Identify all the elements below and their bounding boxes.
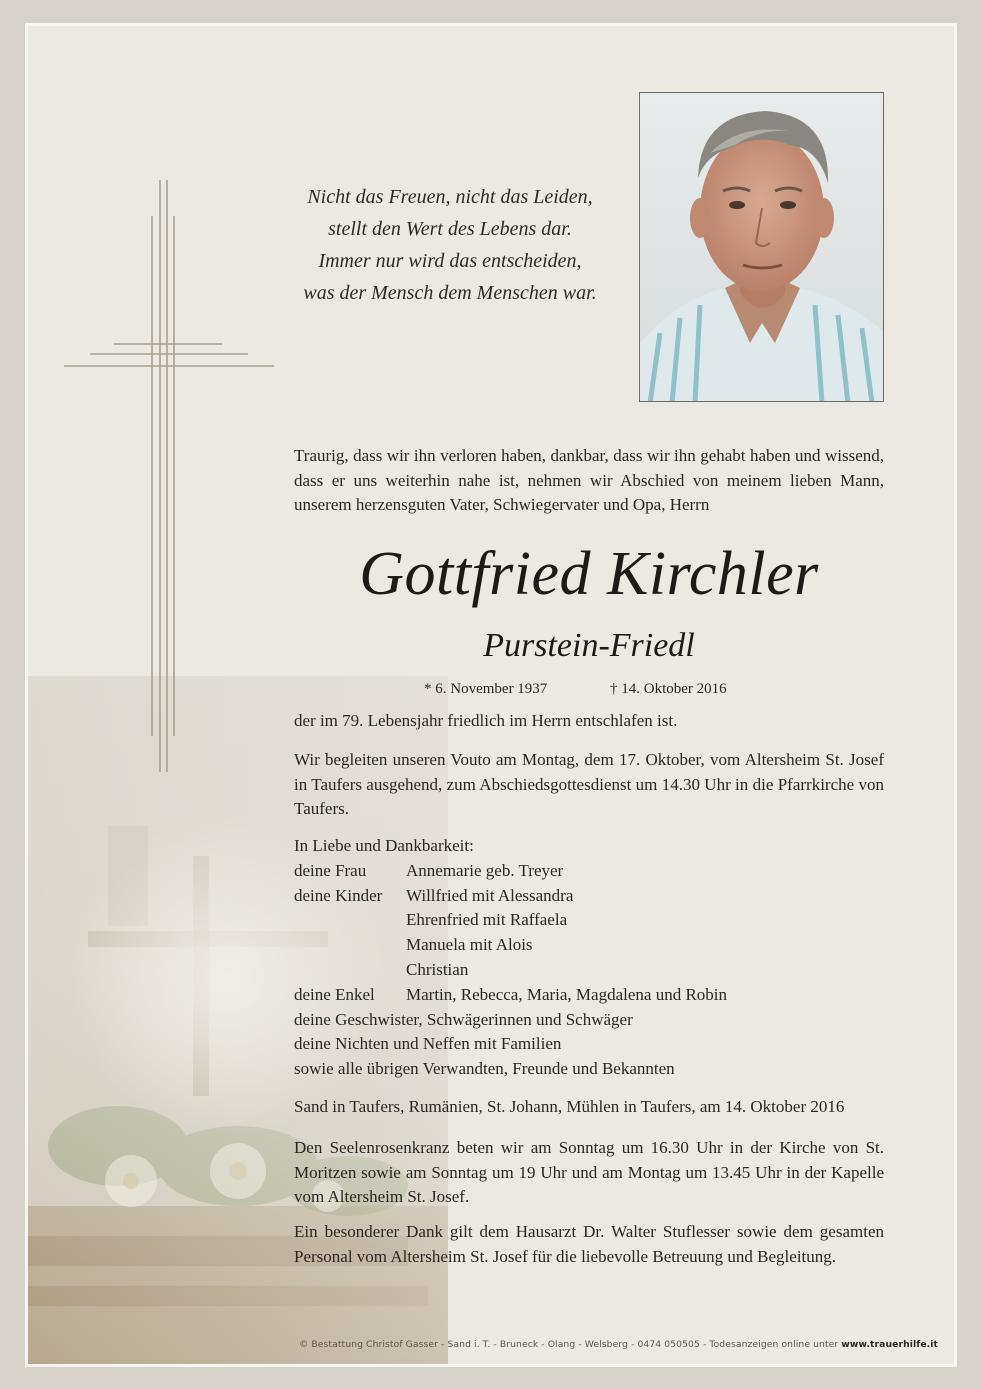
family-label: sowie alle übrigen Verwandten, Freunde und Bekannten — [294, 1059, 675, 1079]
family-row — [294, 1008, 884, 1033]
ceremony-text: Wir begleiten unseren Vouto am Montag, dem 17. Oktober, vom Altersheim St. Josef in Taufers ausgehend, zum Abschiedsgottesdienst um 14.30 Uhr in die Pfarrkirche von Taufers. — [294, 750, 884, 818]
footer — [299, 1339, 938, 1350]
obituary-card — [28, 26, 954, 1364]
memorial-quote — [290, 181, 610, 309]
family-names: Martin, Rebecca, Maria, Magdalena und Robin — [406, 984, 728, 1004]
intro-text: Traurig, dass wir ihn verloren haben, dankbar, dass wir ihn gehabt haben und wissend, dass er uns weiterhin nahe ist, nehmen wir Abschied von meinem lieben Mann, unserem herzensguten Vater, Schwiegervater und Opa, Herrn — [294, 446, 884, 514]
deceased-name: Gottfried Kirchler — [359, 540, 819, 608]
deceased-nickname: Purstein-Friedl — [483, 627, 695, 664]
family-label: deine Geschwister, Schwägerinnen und Schwäger — [294, 1009, 633, 1029]
quote-line: was der Mensch dem Menschen war. — [303, 282, 597, 304]
family-names: Annemarie geb. Treyer — [406, 860, 564, 880]
family-row — [294, 884, 884, 909]
portrait-photo — [639, 92, 884, 402]
death-date: † 14. Oktober 2016 — [610, 681, 727, 697]
footer-link[interactable]: www.trauerhilfe.it — [841, 1339, 938, 1350]
family-list — [294, 834, 884, 1082]
thanks-text: Ein besonderer Dank gilt dem Hausarzt Dr. Walter Stuflesser sowie dem gesamten Personal vom Altersheim St. Josef für die liebevolle Betreuung und Begleitung. — [294, 1222, 884, 1266]
footer-text: © Bestattung Christof Gasser - Sand i. T. - Bruneck - Olang - Welsberg - 0474 050505 - Todesanzeigen online unter — [299, 1339, 842, 1350]
family-names: Manuela mit Alois — [406, 935, 533, 955]
rosary-text: Den Seelenrosenkranz beten wir am Sonntag um 16.30 Uhr in der Kirche von St. Moritzen sowie am Sonntag um 19 Uhr und am Montag um 13.45 Uhr in der Kapelle vom Altersheim St. Josef. — [294, 1138, 884, 1206]
family-row — [294, 983, 884, 1008]
family-row — [294, 958, 884, 983]
family-names: Willfried mit Alessandra — [406, 885, 574, 905]
family-label: deine Enkel — [294, 984, 375, 1004]
family-label: deine Kinder — [294, 885, 383, 905]
family-row — [294, 1057, 884, 1082]
family-row — [294, 908, 884, 933]
family-label: deine Nichten und Neffen mit Familien — [294, 1034, 562, 1054]
place-date: Sand in Taufers, Rumänien, St. Johann, Mühlen in Taufers, am 14. Oktober 2016 — [294, 1097, 845, 1116]
cross-icon — [64, 176, 276, 776]
family-row — [294, 933, 884, 958]
quote-line: Nicht das Freuen, nicht das Leiden, — [307, 186, 593, 208]
family-label: deine Frau — [294, 860, 367, 880]
family-heading: In Liebe und Dankbarkeit: — [294, 836, 474, 855]
family-names: Christian — [406, 959, 469, 979]
family-names: Ehrenfried mit Raffaela — [406, 910, 568, 930]
quote-line: stellt den Wert des Lebens dar. — [328, 218, 572, 240]
passing-text: der im 79. Lebensjahr friedlich im Herrn entschlafen ist. — [294, 711, 678, 730]
family-row — [294, 1032, 884, 1057]
family-row — [294, 859, 884, 884]
quote-line: Immer nur wird das entscheiden, — [318, 250, 582, 272]
birth-date: * 6. November 1937 — [424, 681, 548, 697]
